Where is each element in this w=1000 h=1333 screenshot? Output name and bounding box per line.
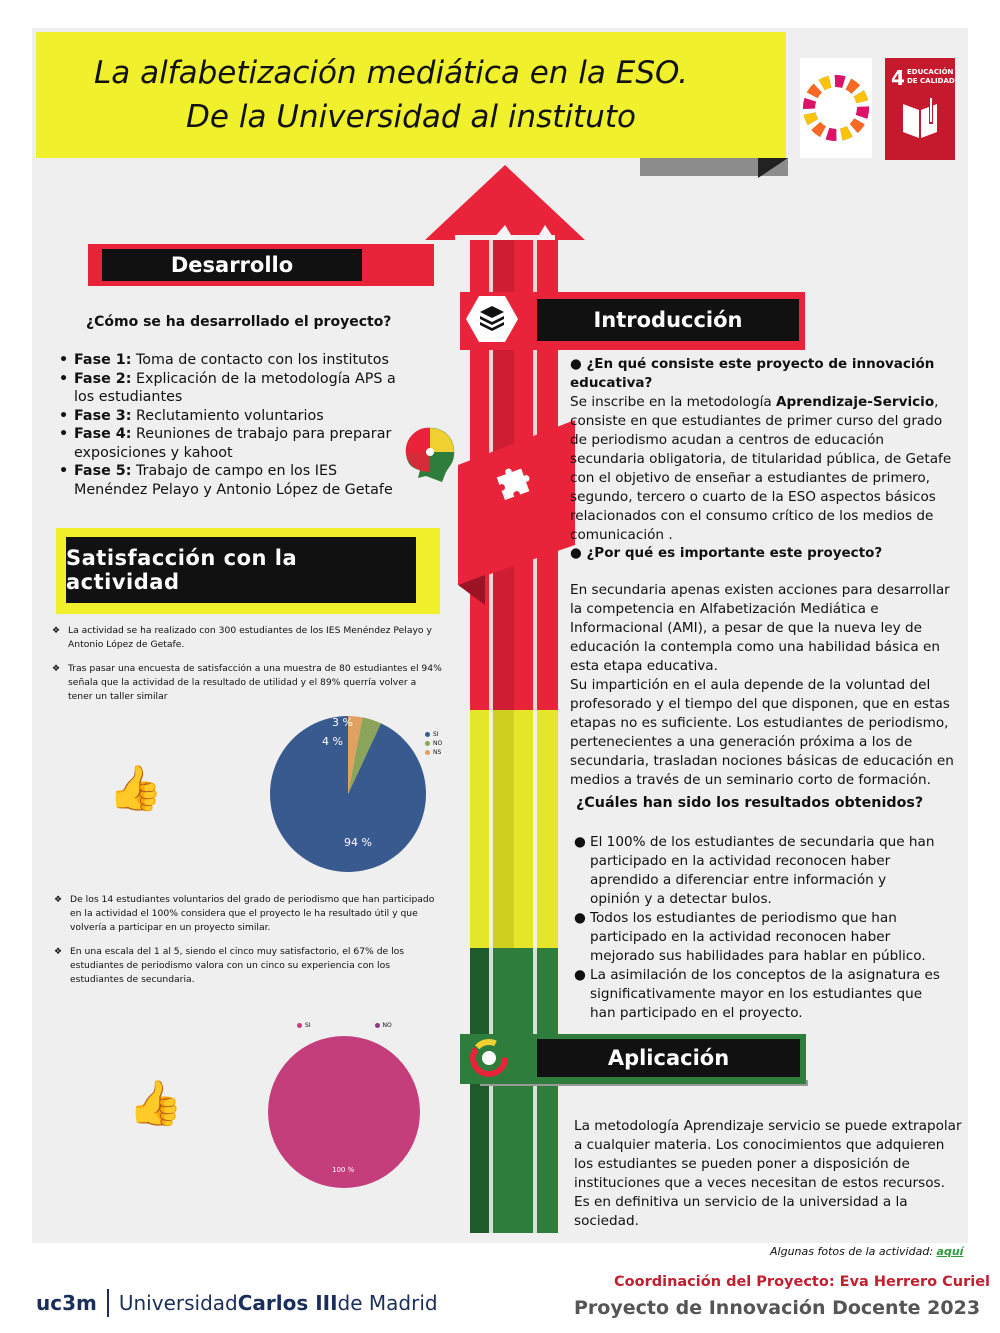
result-item: ● El 100% de los estudiantes de secundaria que han participado en la actividad reconocen haber aprendido a diferenciar entre información y opinión y a detectar bulos. [574,834,935,907]
pie2-label-si: 100 % [332,1166,355,1174]
apl-text: La metodología Aprendizaje servicio se puede extrapolar a cualquier materia. Los conocimientos que adquieren los estudiantes se pueden poner a disposición de instituciones que a veces necesitan de estos recursos. Es en definitiva un servicio de la universidad a la sociedad. [574,1118,962,1229]
book-icon [899,96,941,142]
uni-name-3: de Madrid [337,1291,438,1315]
sdg-wheel-icon [801,73,871,143]
uni-name-1: Universidad [118,1291,238,1315]
intro-p3: Su impartición en el aula depende de la voluntad del profesorado y el tiempo del que disponen, que en estas etapas no es suficiente. Los estudiantes de periodismo, pertenecientes a una generación próxima a los de secundaria, trasladan nociones básicas de educación en medios a través de un seminario corto de formación. [570,677,954,788]
sdg-label: EDUCACIÓN DE CALIDAD [907,68,955,85]
title-corner [758,158,788,178]
legend-item: NO [425,739,442,748]
pie2-legend [297,1021,407,1030]
fotos-link[interactable]: aquí [936,1245,964,1258]
satisfaccion-list-bottom [54,893,444,997]
pie1-legend [425,730,442,757]
intro-p1: Se inscribe en la metodología Aprendizaje-Servicio, consiste en que estudiantes de primer curso del grado de periodismo acudan a centros de educación secundaria obligatoria, de titularidad pública, de Getafe con el objetivo de enseñar a estudiantes de primero, segundo, tercero o cuarto de la ESO aspectos básicos relacionados con el consumo crítico de los medios de comunicación . [570,394,952,543]
university-logo [36,1289,438,1317]
proyecto-title: Proyecto de Innovación Docente 2023 [574,1297,981,1319]
title-line-1: La alfabetización mediática en la ESO. [93,55,689,91]
pie1-label-ns: 3 % [332,716,353,729]
pie1-label-no: 4 % [322,735,343,748]
thumbs-up-icon: 👍 [108,763,163,814]
fase-item: • Fase 4: Reuniones de trabajo para preparar exposiciones y kahoot [56,425,401,462]
fase-item: • Fase 2: Explicación de la metodología APS a los estudiantes [56,370,401,407]
legend-item: NO [375,1022,392,1029]
intro-q3: ¿Cuáles han sido los resultados obtenidos? [576,795,924,811]
sdg-wheel-logo [800,58,872,158]
intro-q2: ● ¿Por qué es importante este proyecto? [570,545,883,561]
satisfaccion-item: ❖ Tras pasar una encuesta de satisfacción a una muestra de 80 estudiantes el 94% señala que la actividad de la resultado de utilidad y el 89% querría volver a tener un taller similar [52,662,442,704]
apl-header: Aplicación [537,1039,800,1077]
satisfaccion-item: ❖ De los 14 estudiantes voluntarios del grado de periodismo que han participado en la actividad el 100% considera que el proyecto le ha resultado útil y que volvería a participar en un proyecto similar. [54,893,444,935]
logo-separator [107,1289,109,1317]
desarrollo-question: ¿Cómo se ha desarrollado el proyecto? [86,314,392,330]
fase-item: • Fase 3: Reclutamiento voluntarios [56,407,401,426]
uni-name-2: Carlos III [237,1291,338,1315]
result-item: ● Todos los estudiantes de periodismo que han participado en la actividad reconocen haber mejorado sus habilidades para hablar en público. [574,910,926,964]
result-item: ● La asimilación de los conceptos de la asignatura es significativamente mayor en los estudiantes que han participado en el proyecto. [574,967,940,1021]
title-line-2: De la Universidad al instituto [186,99,636,135]
title-banner [36,32,786,158]
cycle-icon [466,1038,512,1078]
legend-item: SI [297,1022,311,1029]
fase-item: • Fase 1: Toma de contacto con los institutos [56,351,401,370]
intro-q1: ● ¿En qué consiste este proyecto de innovación educativa? [570,356,935,391]
fases-list [56,351,401,499]
satisfaccion-item: ❖ En una escala del 1 al 5, siendo el cinco muy satisfactorio, el 67% de los estudiantes de periodismo valora con un cinco su experiencia con los estudiantes de secundaria. [54,945,444,987]
fase-item: • Fase 5: Trabajo de campo en los IES Menéndez Pelayo y Antonio López de Getafe [56,462,401,499]
pie-chart-1 [268,714,428,874]
fotos-note: Algunas fotos de la actividad: aquí [770,1245,964,1258]
intro-header: Introducción [537,299,799,341]
results-list [572,833,940,1023]
intro-p2: En secundaria apenas existen acciones para desarrollar la competencia en Alfabetización Mediática e Informacional (AMI), a pesar de que la nueva ley de educación la contempla como una habilidad básica en esta etapa educativa. [570,582,950,674]
puzzle-icon [496,464,534,500]
desarrollo-header: Desarrollo [102,249,362,281]
sdg-4-logo [885,58,955,160]
legend-item: SI [425,730,442,739]
uc3m-logo: uc3m [36,1291,97,1315]
coordinacion: Coordinación del Proyecto: Eva Herrero Curiel [614,1274,991,1290]
sdg-number: 4 [891,66,905,90]
satisfaccion-item: ❖ La actividad se ha realizado con 300 estudiantes de los IES Menéndez Pelayo y Antonio López de Getafe. [52,624,442,652]
legend-item: NS [425,748,442,757]
pie1-label-si: 94 % [344,836,372,849]
satisfaccion-list-top [52,624,442,714]
thumbs-up-icon: 👍 [128,1078,183,1129]
head-puzzle-icon [396,424,458,486]
satisfaccion-header: Satisfacción con la actividad [66,537,416,603]
stack-icon [466,296,518,342]
